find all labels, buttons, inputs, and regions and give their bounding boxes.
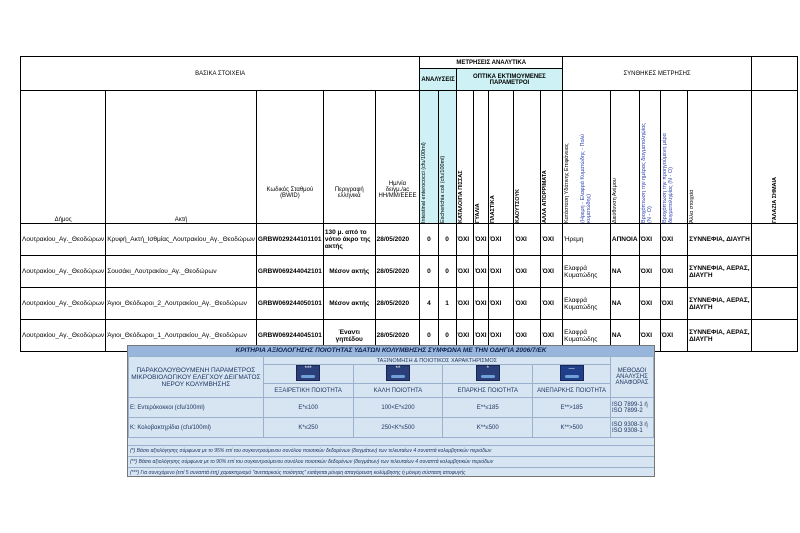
quality-sufficient: ΕΠΑΡΚΗΣ ΠΟΙΟΤΗΤΑ: [443, 384, 533, 398]
criteria-panel: [127, 345, 655, 477]
cell-beach: Άγιοι_Θεόδωροι_2_Λουτρακίου_Αγ._Θεοδώρων: [106, 288, 257, 320]
cell-station-code: GRBW069244045101: [256, 320, 323, 352]
cell-ecoli: 0: [438, 224, 456, 256]
threshold-poor: E**>185: [533, 398, 611, 418]
cell-date: 28/05/2020: [375, 288, 420, 320]
col-rain-prev-label: Βροχόπτωση την προηγούμενη μέρα δειγματοληψίας (Ν - Ο): [661, 133, 674, 223]
optical-params-subheader: ΟΠΤΙΚΑ ΕΚΤΙΜΟΥΜΕΝΕΣ ΠΑΡΑΜΕΤΡΟΙ: [456, 69, 562, 91]
cell-glass: ΌΧΙ: [474, 320, 489, 352]
cell-plastic: ΌΧΙ: [488, 288, 513, 320]
measurements-table: [20, 56, 798, 352]
swimmer-excellent-icon: ***: [296, 365, 320, 381]
cell-municipality: Λουτρακίου_Αγ._Θεοδώρων: [21, 256, 106, 288]
classification-header: ΤΑΞΙΝΟΜΗΣΗ & ΠΟΙΟΤΙΚΟΣ ΧΑΡΑΚΤΗΡΙΣΜΟΣ: [263, 357, 610, 365]
col-ecoli-label: Escherichia coli (cfu/100ml): [439, 155, 446, 223]
table-row: [21, 256, 798, 288]
cell-other-waste: ΌΧΙ: [541, 288, 563, 320]
cell-station-code: GRBW069244042101: [256, 256, 323, 288]
col-rain-day-label: Βροχόπτωση την ημέρας δειγματοληψίας (Ν - Ο): [640, 123, 653, 223]
col-enterococci-label: Intestinal enterococci (cfu/100ml): [421, 142, 428, 223]
cell-tar: ΌΧΙ: [456, 224, 473, 256]
threshold-sufficient: K**≤500: [443, 418, 533, 438]
criteria-title: ΚΡΙΤΗΡΙΑ ΑΞΙΟΛΟΓΗΣΗΣ ΠΟΙΟΤΗΤΑΣ ΥΔΑΤΩΝ ΚΟΛΥΜΒΗΣΗΣ ΣΥΜΦΩΝΑ ΜΕ ΤΗΝ ΟΔΗΓΙΑ 2006/7/ΕΚ: [128, 346, 654, 356]
cell-other-waste: ΌΧΙ: [541, 224, 563, 256]
cell-rain-day: ΌΧΙ: [639, 320, 660, 352]
cell-municipality: Λουτρακίου_Αγ._Θεοδώρων: [21, 288, 106, 320]
col-tar: [456, 91, 473, 224]
swimmer-sufficient-icon: *: [476, 365, 500, 381]
cell-rain-prev: ΌΧΙ: [660, 224, 688, 256]
cell-glass: ΌΧΙ: [474, 256, 489, 288]
cell-other-info: ΣΥΝΝΕΦΙΑ, ΔΙΑΥΓΗ: [688, 224, 752, 256]
cell-rain-day: ΌΧΙ: [639, 256, 660, 288]
methods-header: ΜΕΘΟΔΟΙ ΑΝΑΛΥΣΗΣ ΑΝΑΦΟΡΑΣ: [610, 357, 653, 398]
cell-tar: ΌΧΙ: [456, 320, 473, 352]
note-90: (**) Βάσει αξιολόγησης σύμφωνα με το 90% επί του συγκεντρούμενου συνόλου ποιοτικών δεδομένων (δειγμάτων) των τελευταίων 4 συναπτά κολυμβητικών περιόδων: [128, 456, 654, 467]
cell-rubber: ΌΧΙ: [514, 224, 541, 256]
cell-rubber: ΌΧΙ: [514, 320, 541, 352]
col-other-info: [688, 91, 752, 224]
cell-tar: ΌΧΙ: [456, 288, 473, 320]
no-swimming-icon: —: [560, 365, 584, 381]
cell-glass: ΌΧΙ: [474, 288, 489, 320]
col-rubber: [514, 91, 541, 224]
cell-date: 28/05/2020: [375, 320, 420, 352]
cell-plastic: ΌΧΙ: [488, 224, 513, 256]
col-other-info-label: Άλλα στοιχεία: [689, 189, 696, 223]
col-sea-state-label: Κατάσταση Υδάτινης Επιφάνειας: [564, 143, 571, 223]
cell-rain-day: ΌΧΙ: [639, 224, 660, 256]
cell-tar: ΌΧΙ: [456, 256, 473, 288]
cell-wind: ΝΑ: [610, 256, 639, 288]
threshold-sufficient: E**≤185: [443, 398, 533, 418]
cell-blue-flag: [752, 288, 798, 320]
col-ecoli: [438, 91, 456, 224]
threshold-excellent: K*≤250: [263, 418, 353, 438]
cell-ecoli: 1: [438, 288, 456, 320]
cell-rubber: ΌΧΙ: [514, 256, 541, 288]
col-other-waste-label: ΑΛΛΑ ΑΠΟΡΡΙΜΑΤΑ: [542, 170, 549, 223]
param-coliforms: K: Κολοβακτηρίδια (cfu/100ml): [129, 418, 264, 438]
col-blue-flag-label: ΓΑΛΑΖΙΑ ΣΗΜΑΙΑ: [771, 176, 778, 223]
quality-good: ΚΑΛΗ ΠΟΙΟΤΗΤΑ: [353, 384, 443, 398]
cell-rain-prev: ΌΧΙ: [660, 288, 688, 320]
cell-wind: ΑΠΝΟΙΑ: [610, 224, 639, 256]
cell-enterococci: 0: [420, 320, 438, 352]
criteria-table: [128, 356, 654, 438]
col-enterococci: [420, 91, 438, 224]
table-row: [21, 288, 798, 320]
poor-icon-cell: [533, 365, 611, 384]
cell-sea-state: Ήρεμη: [563, 224, 611, 256]
cell-plastic: ΌΧΙ: [488, 256, 513, 288]
cell-description: Έναντι γηπέδου: [323, 320, 375, 352]
criteria-row: [129, 398, 654, 418]
cell-description: Μέσον ακτής: [323, 288, 375, 320]
col-plastic-label: ΠΛΑΣΤΙΚΑ: [489, 195, 496, 223]
param-enterococci: E: Εντερόκοκκοι (cfu/100ml): [129, 398, 264, 418]
cell-other-info: ΣΥΝΝΕΦΙΑ, ΑΕΡΑΣ, ΔΙΑΥΓΗ: [688, 256, 752, 288]
col-rubber-label: ΚΑΟΥΤΣΟΥΚ: [515, 188, 522, 223]
cell-other-waste: ΌΧΙ: [541, 320, 563, 352]
swimmer-good-icon: **: [386, 365, 410, 381]
cell-sea-state: Ελαφρά Κυματώδης: [563, 320, 611, 352]
cell-rubber: ΌΧΙ: [514, 288, 541, 320]
quality-poor: ΑΝΕΠΑΡΚΗΣ ΠΟΙΟΤΗΤΑ: [533, 384, 611, 398]
threshold-excellent: E*≤100: [263, 398, 353, 418]
cell-ecoli: 0: [438, 256, 456, 288]
cell-date: 28/05/2020: [375, 256, 420, 288]
cell-municipality: Λουτρακίου_Αγ._Θεοδώρων: [21, 320, 106, 352]
cell-ecoli: 0: [438, 320, 456, 352]
col-municipality: Δήμος: [21, 91, 106, 224]
method-coliforms: ISO 9308-3 ή ISO 9308-1: [610, 418, 653, 438]
quality-excellent: ΕΞΑΙΡΕΤΙΚΗ ΠΟΙΟΤΗΤΑ: [263, 384, 353, 398]
col-other-waste: [541, 91, 563, 224]
cell-beach: Άγιοι_Θεόδωροι_1_Λουτρακίου_Αγ._Θεοδώρων: [106, 320, 257, 352]
criteria-row: [129, 418, 654, 438]
threshold-poor: K**>500: [533, 418, 611, 438]
cell-station-code: GRBW029244101101: [256, 224, 323, 256]
criteria-notes: [128, 445, 654, 478]
col-wind-label: Διεύθυνση Ανέμου: [611, 178, 618, 223]
cell-rain-day: ΌΧΙ: [639, 288, 660, 320]
measurements-group-header: ΜΕΤΡΗΣΕΙΣ ΑΝΑΛΥΤΙΚΑ: [420, 57, 563, 69]
excellent-icon-cell: [263, 365, 353, 384]
threshold-good: 100<E*≤200: [353, 398, 443, 418]
cell-municipality: Λουτρακίου_Αγ._Θεοδώρων: [21, 224, 106, 256]
cell-description: Μέσον ακτής: [323, 256, 375, 288]
cell-enterococci: 0: [420, 224, 438, 256]
cell-rain-prev: ΌΧΙ: [660, 320, 688, 352]
sufficient-icon-cell: [443, 365, 533, 384]
cell-beach: Κρυφή_Ακτή_Ισθμίας_Λουτρακίου_Αγ._Θεοδώρων: [106, 224, 257, 256]
col-plastic: [488, 91, 513, 224]
col-description: Περιγραφή ελληνικά: [323, 91, 375, 224]
conditions-group-header: ΣΥΝΘΗΚΕΣ ΜΕΤΡΗΣΗΣ: [563, 57, 752, 91]
cell-plastic: ΌΧΙ: [488, 320, 513, 352]
col-glass-label: ΓΥΑΛΙΑ: [475, 203, 482, 223]
col-date: Ημ/νία δειγμ./ac HH/MM/EEEE: [375, 91, 420, 224]
param-header: ΠΑΡΑΚΟΛΟΥΘΟΥΜΕΝΗ ΠΑΡΑΜΕΤΡΟΣ ΜΙΚΡΟΒΙΟΛΟΓΙΚΟΥ ΕΛΕΓΧΟΥ ΔΕΙΓΜΑΤΟΣ ΝΕΡΟΥ ΚΟΛΥΜΒΗΣΗΣ: [129, 357, 264, 398]
cell-blue-flag: [752, 320, 798, 352]
cell-date: 28/05/2020: [375, 224, 420, 256]
note-ban: (***) Για συνεχόμενο (επί 5 συναπτά έτη) χαρακτηρισμό "ανεπαρκούς ποιότητας" εισάγεται μόνιμη απαγόρευση κολύμβησης ή μόνιμη σύσταση αποφυγής: [128, 467, 654, 478]
method-enterococci: ISO 7899-1 ή ISO 7899-2: [610, 398, 653, 418]
cell-wind: ΝΑ: [610, 320, 639, 352]
table-row: [21, 224, 798, 256]
col-rain-prev: [660, 91, 688, 224]
cell-enterococci: 0: [420, 256, 438, 288]
cell-beach: Σουσάκι_Λουτρακίου_Αγ._Θεοδώρων: [106, 256, 257, 288]
cell-other-info: ΣΥΝΝΕΦΙΑ, ΑΕΡΑΣ, ΔΙΑΥΓΗ: [688, 288, 752, 320]
cell-glass: ΌΧΙ: [474, 224, 489, 256]
good-icon-cell: [353, 365, 443, 384]
col-glass: [474, 91, 489, 224]
empty-header-cell: [752, 57, 798, 91]
cell-other-info: ΣΥΝΝΕΦΙΑ, ΑΕΡΑΣ, ΔΙΑΥΓΗ: [688, 320, 752, 352]
cell-sea-state: Ελαφρά Κυματώδης: [563, 256, 611, 288]
cell-blue-flag: [752, 224, 798, 256]
note-95: (*) Βάσει αξιολόγησης σύμφωνα με το 95% επί του συγκεντρούμενου συνόλου ποιοτικών δεδομένων (δειγμάτων) των τελευταίων 4 συναπτά κολυμβητικών περιόδων: [128, 445, 654, 456]
col-sea-state: [563, 91, 611, 224]
col-blue-flag: [752, 91, 798, 224]
basic-info-group-header: ΒΑΣΙΚΑ ΣΤΟΙΧΕΙΑ: [21, 57, 420, 91]
col-rain-day: [639, 91, 660, 224]
cell-blue-flag: [752, 256, 798, 288]
cell-sea-state: Ελαφρά Κυματώδης: [563, 288, 611, 320]
cell-wind: ΝΑ: [610, 288, 639, 320]
analyses-subheader: ΑΝΑΛΥΣΕΙΣ: [420, 69, 456, 91]
col-tar-label: ΚΑΤΑΛΟΙΠΑ ΠΙΣΣΑΣ: [457, 170, 464, 223]
cell-description: 130 μ. από το νότιο άκρο της ακτής: [323, 224, 375, 256]
cell-station-code: GRBW069244050101: [256, 288, 323, 320]
cell-rain-prev: ΌΧΙ: [660, 256, 688, 288]
threshold-good: 250<K*≤500: [353, 418, 443, 438]
col-beach: Ακτή: [106, 91, 257, 224]
cell-other-waste: ΌΧΙ: [541, 256, 563, 288]
col-wind: [610, 91, 639, 224]
col-sea-state-options: (Ηρεμη - Ελαφρά Κυματώδης - Πολύ κυματώδης): [580, 133, 593, 223]
cell-enterococci: 4: [420, 288, 438, 320]
col-station-code: Κωδικός Σταθμού (BWID): [256, 91, 323, 224]
